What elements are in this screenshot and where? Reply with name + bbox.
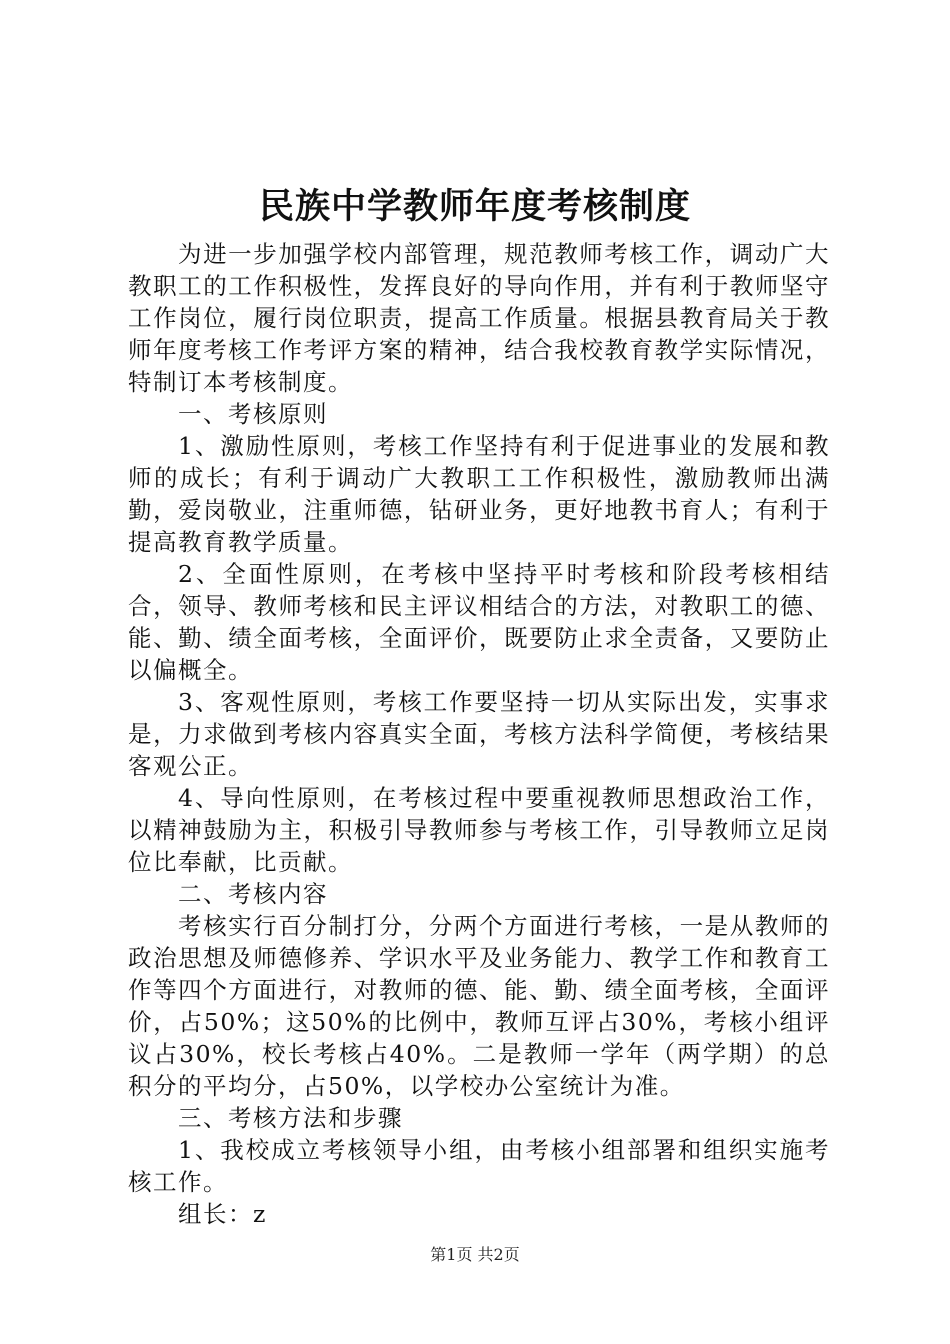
document-title: 民族中学教师年度考核制度: [258, 186, 691, 227]
group-leader-line: 组长：z: [178, 1200, 267, 1228]
page-footer: 第1页 共2页: [430, 1245, 520, 1264]
principle-comprehensive: 2、全面性原则，在考核中坚持平时考核和阶段考核相结合，领导、教师考核和民主评议相结合的方法，对教职工的德、能、勤、绩全面考核，全面评价，既要防止求全责备，又要防止以偏概全。: [128, 560, 830, 684]
section-heading-principles: 一、考核原则: [178, 400, 328, 428]
section-heading-methods: 三、考核方法和步骤: [178, 1104, 403, 1132]
principle-objective: 3、客观性原则，考核工作要坚持一切从实际出发，实事求是，力求做到考核内容真实全面，考核方法科学简便，考核结果客观公正。: [128, 688, 830, 780]
method-step-1: 1、我校成立考核领导小组，由考核小组部署和组织实施考核工作。: [128, 1136, 830, 1196]
intro-paragraph: 为进一步加强学校内部管理，规范教师考核工作，调动广大教职工的工作积极性，发挥良好的导向作用，并有利于教师坚守工作岗位，履行岗位职责，提高工作质量。根据县教育局关于教师年度考核工作考评方案的精神，结合我校教育教学实际情况，特制订本考核制度。: [128, 240, 830, 396]
principle-guidance: 4、导向性原则，在考核过程中要重视教师思想政治工作，以精神鼓励为主，积极引导教师参与考核工作，引导教师立足岗位比奉献，比贡献。: [128, 784, 830, 876]
principle-incentive: 1、激励性原则，考核工作坚持有利于促进事业的发展和教师的成长；有利于调动广大教职工工作积极性，激励教师出满勤，爱岗敬业，注重师德，钻研业务，更好地教书育人；有利于提高教育教学质量。: [128, 432, 830, 556]
section-heading-content: 二、考核内容: [178, 880, 328, 908]
document-body: [128, 238, 830, 1230]
content-paragraph: 考核实行百分制打分，分两个方面进行考核，一是从教师的政治思想及师德修养、学识水平及业务能力、教学工作和教育工作等四个方面进行，对教师的德、能、勤、绩全面考核，全面评价，占50%；这50%的比例中，教师互评占30%，考核小组评议占30%，校长考核占40%。二是教师一学年（两学期）的总积分的平均分，占50%，以学校办公室统计为准。: [128, 912, 830, 1100]
